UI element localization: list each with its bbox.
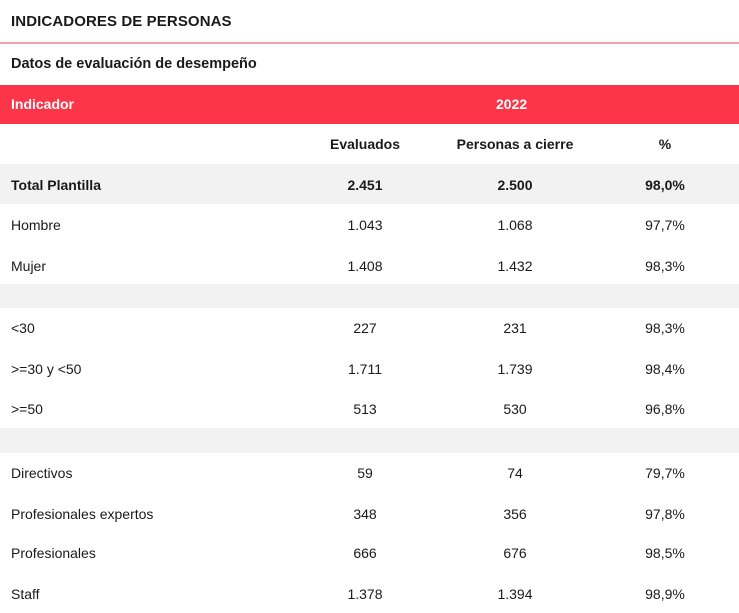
row-evaluados: 666 [353, 545, 377, 561]
row-label: <30 [11, 320, 35, 336]
row-pct: 98,3% [645, 320, 685, 336]
group-spacer [0, 284, 739, 308]
row-evaluados: 1.711 [348, 361, 382, 377]
table-row [0, 533, 739, 573]
row-personas: 1.394 [497, 586, 533, 602]
row-label: >=30 y <50 [11, 361, 82, 377]
header-year: 2022 [496, 96, 528, 112]
table-subtitle: Datos de evaluación de desempeño [11, 56, 257, 72]
row-personas: 74 [507, 465, 523, 481]
table-row-total [0, 164, 739, 204]
row-label: Profesionales [11, 545, 96, 561]
table-row [0, 308, 739, 348]
row-pct: 98,3% [645, 258, 685, 274]
row-pct: 97,7% [645, 217, 685, 233]
row-pct: 79,7% [645, 465, 685, 481]
row-pct: 97,8% [645, 506, 685, 522]
table-row [0, 388, 739, 428]
row-label: Hombre [11, 217, 61, 233]
title-divider [0, 42, 739, 44]
table-row [0, 204, 739, 244]
table-row [0, 573, 739, 613]
table-header-band [0, 85, 739, 124]
table-row [0, 348, 739, 388]
row-evaluados: 227 [353, 320, 377, 336]
row-pct: 98,0% [645, 177, 685, 193]
group-spacer [0, 428, 739, 453]
row-label: >=50 [11, 401, 43, 417]
page-title: INDICADORES DE PERSONAS [11, 13, 232, 30]
row-pct: 98,4% [645, 361, 685, 377]
col-header-personas: Personas a cierre [456, 136, 574, 152]
row-evaluados: 2.451 [347, 177, 383, 193]
column-headers [0, 124, 739, 164]
row-evaluados: 59 [357, 465, 373, 481]
row-personas: 1.432 [497, 258, 533, 274]
row-personas: 356 [503, 506, 527, 522]
row-personas: 231 [503, 320, 527, 336]
row-label: Directivos [11, 465, 73, 481]
row-label: Staff [11, 586, 40, 602]
row-label: Profesionales expertos [11, 506, 154, 522]
row-label: Mujer [11, 258, 47, 274]
header-indicator-label: Indicador [11, 96, 75, 112]
row-personas: 1.068 [497, 217, 533, 233]
row-pct: 96,8% [645, 401, 685, 417]
table-row [0, 244, 739, 284]
col-header-pct: % [658, 136, 672, 152]
row-pct: 98,9% [645, 586, 685, 602]
row-label: Total Plantilla [11, 177, 101, 193]
row-evaluados: 1.408 [347, 258, 383, 274]
row-personas: 1.739 [497, 361, 533, 377]
table-row [0, 493, 739, 533]
row-personas: 676 [503, 545, 527, 561]
row-personas: 530 [503, 401, 527, 417]
col-header-evaluados: Evaluados [329, 136, 401, 152]
row-evaluados: 1.043 [347, 217, 383, 233]
row-evaluados: 513 [353, 401, 377, 417]
row-evaluados: 348 [353, 506, 377, 522]
table-row [0, 453, 739, 493]
row-personas: 2.500 [497, 177, 533, 193]
row-pct: 98,5% [645, 545, 685, 561]
row-evaluados: 1.378 [347, 586, 383, 602]
